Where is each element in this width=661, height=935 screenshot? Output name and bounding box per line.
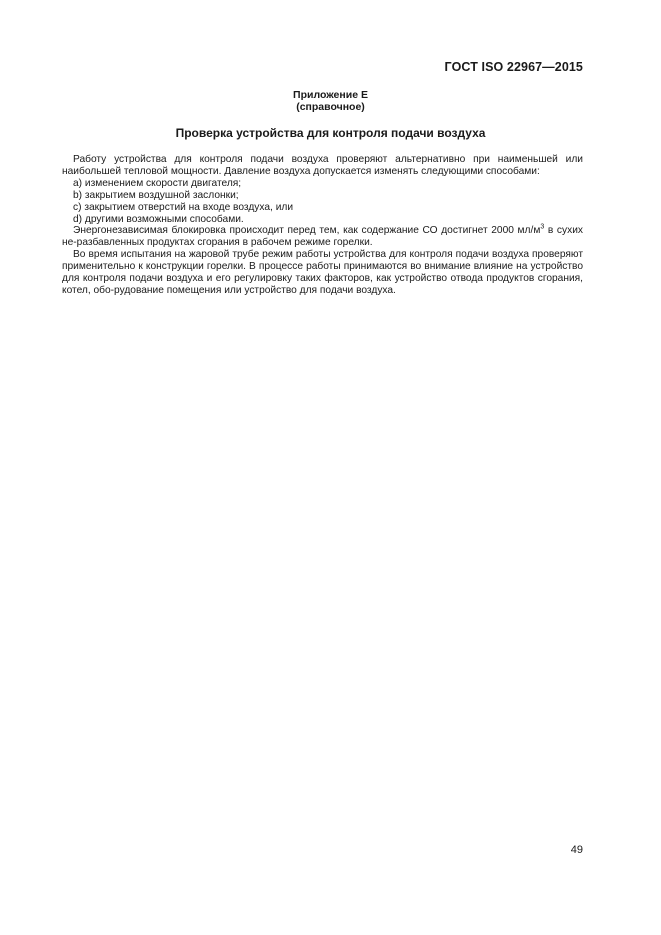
superscript: 3 bbox=[540, 224, 545, 232]
document-code: ГОСТ ISO 22967—2015 bbox=[444, 60, 583, 74]
annex-heading bbox=[0, 89, 661, 113]
annex-type: (справочное) bbox=[296, 101, 365, 113]
paragraph-lockout-text: Энергонезависимая блокировка происходит перед тем, как содержание СО достигнет 2000 мл/м bbox=[73, 225, 541, 237]
annex-title: Проверка устройства для контроля подачи воздуха bbox=[175, 126, 486, 140]
paragraph-lockout-text-end: в сухих не-разбавленных продуктах сгорания в рабочем режиме горелки. bbox=[62, 225, 583, 249]
paragraph-intro: Работу устройства для контроля подачи воздуха проверяют альтернативно при наименьшей или наибольшей тепловой мощности. Давление воздуха допускается изменять следующими способами: bbox=[62, 154, 583, 177]
paragraph-lockout bbox=[62, 225, 583, 249]
list-item: d) другими возможными способами. bbox=[73, 213, 244, 225]
list-item: b) закрытием воздушной заслонки; bbox=[73, 189, 239, 201]
body-text bbox=[62, 154, 583, 297]
paragraph-testing: Во время испытания на жаровой трубе режим работы устройства для контроля подачи воздуха проверяют применительно к конструкции горелки. В процессе работы принимаются во внимание влияние на устройство для контроля подачи воздуха и его регулировку таких факторов, как устройство отвода продуктов сгорания, котел, обо-рудование помещения или устройство для подачи воздуха. bbox=[62, 249, 583, 296]
page-number: 49 bbox=[570, 844, 583, 856]
list-item: a) изменением скорости двигателя; bbox=[73, 177, 242, 189]
list-item: c) закрытием отверстий на входе воздуха, или bbox=[73, 201, 294, 213]
annex-label: Приложение Е bbox=[293, 89, 368, 101]
